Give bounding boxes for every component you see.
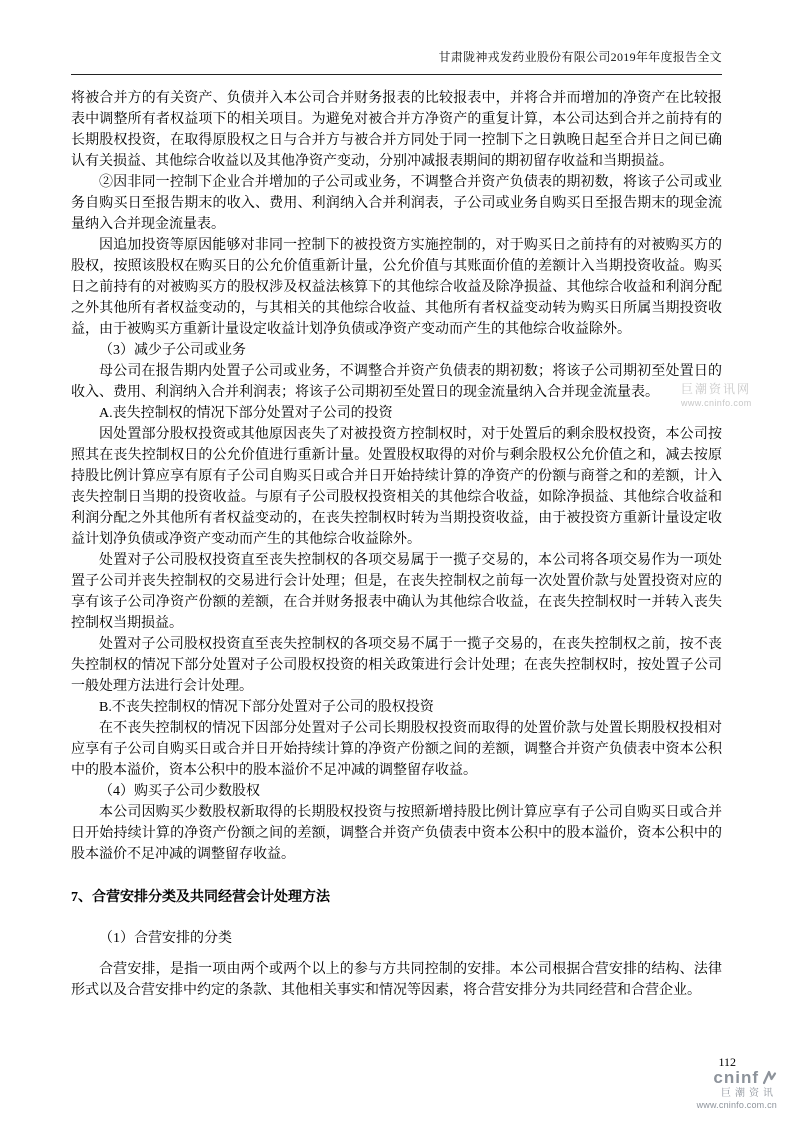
paragraph: 合营安排，是指一项由两个或两个以上的参与方共同控制的安排。本公司根据合营安排的结构、法律形式以及合营安排中约定的条款、其他相关事实和情况等因素，将合营安排分为共同经营和合营企业。 <box>71 962 722 998</box>
cninfo-wordmark: cninf <box>713 1067 759 1087</box>
paragraph: 处置对子公司股权投资直至丧失控制权的各项交易属于一揽子交易的，本公司将各项交易作为一项处置子公司并丧失控制权的交易进行会计处理；但是，在丧失控制权之前每一次处置价款与处置投资对应的享有该子公司净资产份额的差额，在合并财务报表中确认为其他综合收益，在丧失控制权时一并转入丧失控制权当期损益。 <box>71 553 722 631</box>
paragraph: ②因非同一控制下企业合并增加的子公司或业务，不调整合并资产负债表的期初数，将该子公司或业务自购买日至报告期末的收入、费用、利润纳入合并利润表，子公司或业务自购买日至报告期末的现金流量纳入合并现金流量表。 <box>71 175 722 232</box>
watermark-text: 巨潮资讯网 <box>681 382 752 396</box>
paragraph: 因追加投资等原因能够对非同一控制下的被投资方实施控制的，对于购买日之前持有的对被购买方的股权，按照该股权在购买日的公允价值重新计量，公允价值与其账面价值的差额计入当期投资收益。购买日之前持有的对被购买方的股权涉及权益法核算下的其他综合收益及除净损益、其他综合收益和利润分配之外其他所有者权益变动的，与其相关的其他综合收益、其他所有者权益变动转为购买日所属当期投资收益，由于被购买方重新计量设定收益计划净负债或净资产变动而产生的其他综合收益除外。 <box>71 238 722 337</box>
paragraph: （3）减少子公司或业务 <box>99 343 246 358</box>
paragraph: 因处置部分股权投资或其他原因丧失了对被投资方控制权时，对于处置后的剩余股权投资，本公司按照其在丧失控制权日的公允价值进行重新计量。处置股权取得的对价与剩余股权公允价值之和，减去按原持股比例计算应享有原有子公司自购买日或合并日开始持续计算的净资产的份额与商誉之和的差额，计入丧失控制日当期的投资收益。与原有子公司股权投资相关的其他综合收益，如除净损益、其他综合收益和利润分配之外其他所有者权益变动的，在丧失控制权时转为当期投资收益，由于被投资方重新计量设定收益计划净负债或净资产变动而产生的其他综合收益除外。 <box>71 427 722 547</box>
cninfo-url: www.cninfo.com.cn <box>696 1099 777 1110</box>
paragraph: 本公司因购买少数股权新取得的长期股权投资与按照新增持股比例计算应享有子公司自购买日或合并日开始持续计算的净资产份额之间的差额，调整合并资产负债表中资本公积中的股本溢价，资本公积中的股本溢价不足冲减的调整留存收益。 <box>71 805 722 862</box>
page-number: 112 <box>718 1055 736 1069</box>
cninfo-logo-icon <box>762 1070 777 1085</box>
page-header <box>71 48 722 75</box>
paragraph: （4）购买子公司少数股权 <box>99 784 260 799</box>
paragraph: 母公司在报告期内处置子公司或业务，不调整合并资产负债表的期初数；将该子公司期初至处置日的收入、费用、利润纳入合并利润表；将该子公司期初至处置日的现金流量纳入合并现金流量表。 <box>71 364 722 400</box>
paragraph: （1）合营安排的分类 <box>99 931 232 946</box>
cninfo-wordmark-row <box>697 1068 777 1088</box>
cninfo-logo <box>697 1068 777 1110</box>
document-body <box>71 88 722 1001</box>
paragraph: 将被合并方的有关资产、负债并入本公司合并财务报表的比较报表中，并将合并而增加的净资产在比较报表中调整所有者权益项下的相关项目。为避免对被合并方净资产的重复计算，本公司达到合并之前持有的长期股权投资，在取得原股权之日与合并方与被合并方同处于同一控制下之日孰晚日起至合并日之间已确认有关损益、其他综合收益以及其他净资产变动，分别冲减报表期间的期初留存收益和当期损益。 <box>71 91 722 169</box>
section-heading: 7、合营安排分类及共同经营会计处理方法 <box>71 890 330 905</box>
paragraph: B.不丧失控制权的情况下部分处置对子公司的股权投资 <box>99 700 434 715</box>
watermark-url: www.cninfo.com <box>681 398 752 408</box>
paragraph: 处置对子公司股权投资直至丧失控制权的各项交易不属于一揽子交易的，在丧失控制权之前，按不丧失控制权的情况下部分处置对子公司股权投资的相关政策进行会计处理；在丧失控制权时，按处置子公司一般处理方法进行会计处理。 <box>71 637 722 694</box>
cninfo-watermark <box>681 382 752 410</box>
report-title: 甘肃陇神戎发药业股份有限公司2019年年度报告全文 <box>438 50 722 64</box>
paragraph: 在不丧失控制权的情况下因部分处置对子公司长期股权投资而取得的处置价款与处置长期股权投相对应享有子公司自购买日或合并日开始持续计算的净资产份额之间的差额，调整合并资产负债表中资本公积中的股本溢价，资本公积中的股本溢价不足冲减的调整留存收益。 <box>71 721 722 778</box>
cninfo-name: 巨潮资讯 <box>721 1088 777 1100</box>
paragraph: A.丧失控制权的情况下部分处置对子公司的投资 <box>99 406 393 421</box>
